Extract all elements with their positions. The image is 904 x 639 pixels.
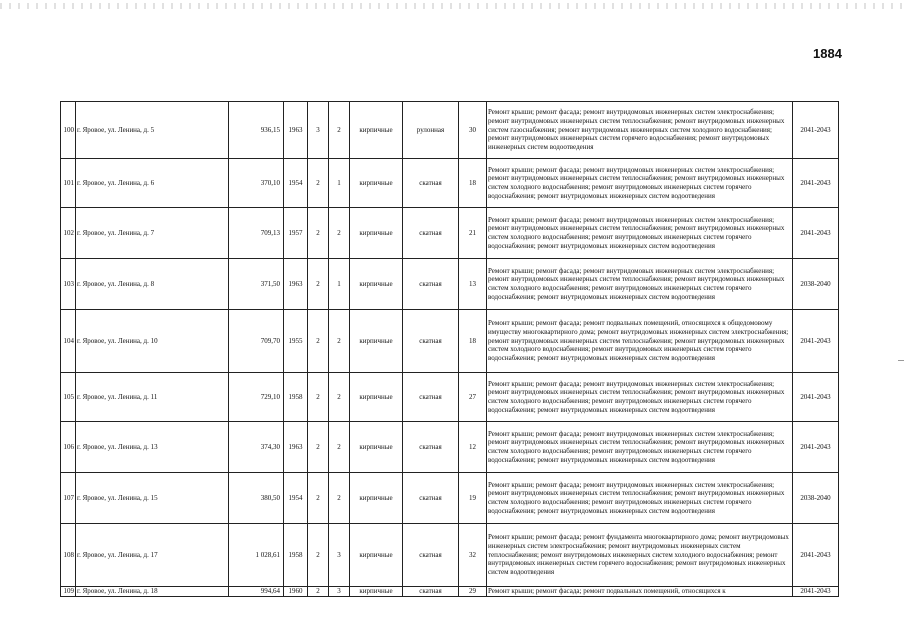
apartments-cell: 27 <box>459 373 487 422</box>
roof-type-cell: скатная <box>403 259 459 310</box>
entrances-cell: 2 <box>329 102 350 159</box>
apartments-cell: 13 <box>459 259 487 310</box>
floors-cell: 2 <box>308 208 329 259</box>
address-cell: г. Яровое, ул. Ленина, д. 17 <box>76 524 229 587</box>
table-row <box>61 259 839 310</box>
repair-works-cell: Ремонт крыши; ремонт фасада; ремонт внутридомовых инженерных систем электроснабжения; ремонт внутридомовых инженерных систем теплоснабжения; ремонт внутридомовых инженерных систем холодного водоснабжения; ремонт внутридомовых инженерных систем горячего водоснабжения; ремонт внутридомовых инженерных систем водоотведения <box>487 373 793 422</box>
area-cell: 936,15 <box>229 102 284 159</box>
address-cell: г. Яровое, ул. Ленина, д. 18 <box>76 587 229 597</box>
wall-material-cell: кирпичные <box>350 473 403 524</box>
table-row <box>61 422 839 473</box>
area-cell: 371,50 <box>229 259 284 310</box>
address-cell: г. Яровое, ул. Ленина, д. 6 <box>76 159 229 208</box>
table-row <box>61 524 839 587</box>
table-row <box>61 159 839 208</box>
year-cell: 1960 <box>284 587 308 597</box>
repair-works-cell: Ремонт крыши; ремонт фасада; ремонт внутридомовых инженерных систем электроснабжения; ремонт внутридомовых инженерных систем теплоснабжения; ремонт внутридомовых инженерных систем холодного водоснабжения; ремонт внутридомовых инженерных систем горячего водоснабжения; ремонт внутридомовых инженерных систем водоотведения <box>487 159 793 208</box>
floors-cell: 2 <box>308 473 329 524</box>
address-cell: г. Яровое, ул. Ленина, д. 11 <box>76 373 229 422</box>
roof-type-cell: скатная <box>403 208 459 259</box>
period-cell: 2041-2043 <box>793 159 839 208</box>
roof-type-cell: скатная <box>403 373 459 422</box>
roof-type-cell: скатная <box>403 159 459 208</box>
repair-works-cell: Ремонт крыши; ремонт фасада; ремонт внутридомовых инженерных систем электроснабжения; ремонт внутридомовых инженерных систем теплоснабжения; ремонт внутридомовых инженерных систем газоснабжения; ремонт внутридомовых инженерных систем холодного водоснабжения; ремонт внутридомовых инженерных систем горячего водоснабжения; ремонт внутридомовых инженерных систем водоотведения <box>487 102 793 159</box>
entrances-cell: 2 <box>329 208 350 259</box>
row-number: 101 <box>61 159 76 208</box>
area-cell: 709,70 <box>229 310 284 373</box>
floors-cell: 2 <box>308 310 329 373</box>
scan-artifact-top <box>0 3 904 9</box>
area-cell: 729,10 <box>229 373 284 422</box>
roof-type-cell: скатная <box>403 524 459 587</box>
year-cell: 1963 <box>284 102 308 159</box>
apartments-cell: 18 <box>459 159 487 208</box>
area-cell: 380,50 <box>229 473 284 524</box>
year-cell: 1963 <box>284 259 308 310</box>
area-cell: 374,30 <box>229 422 284 473</box>
year-cell: 1955 <box>284 310 308 373</box>
roof-type-cell: скатная <box>403 473 459 524</box>
table-row <box>61 208 839 259</box>
period-cell: 2041-2043 <box>793 524 839 587</box>
repair-works-cell: Ремонт крыши; ремонт фасада; ремонт внутридомовых инженерных систем электроснабжения; ремонт внутридомовых инженерных систем теплоснабжения; ремонт внутридомовых инженерных систем холодного водоснабжения; ремонт внутридомовых инженерных систем горячего водоснабжения; ремонт внутридомовых инженерных систем водоотведения <box>487 259 793 310</box>
wall-material-cell: кирпичные <box>350 259 403 310</box>
table-row <box>61 373 839 422</box>
address-cell: г. Яровое, ул. Ленина, д. 8 <box>76 259 229 310</box>
entrances-cell: 2 <box>329 473 350 524</box>
entrances-cell: 2 <box>329 422 350 473</box>
roof-type-cell: рулонная <box>403 102 459 159</box>
entrances-cell: 1 <box>329 159 350 208</box>
row-number: 100 <box>61 102 76 159</box>
entrances-cell: 2 <box>329 310 350 373</box>
entrances-cell: 3 <box>329 587 350 597</box>
roof-type-cell: скатная <box>403 310 459 373</box>
floors-cell: 2 <box>308 422 329 473</box>
roof-type-cell: скатная <box>403 422 459 473</box>
entrances-cell: 2 <box>329 373 350 422</box>
table-row <box>61 102 839 159</box>
wall-material-cell: кирпичные <box>350 102 403 159</box>
period-cell: 2041-2043 <box>793 310 839 373</box>
row-number: 102 <box>61 208 76 259</box>
apartments-cell: 21 <box>459 208 487 259</box>
entrances-cell: 3 <box>329 524 350 587</box>
address-cell: г. Яровое, ул. Ленина, д. 15 <box>76 473 229 524</box>
row-number: 104 <box>61 310 76 373</box>
floors-cell: 2 <box>308 259 329 310</box>
repair-works-cell: Ремонт крыши; ремонт фасада; ремонт внутридомовых инженерных систем электроснабжения; ремонт внутридомовых инженерных систем теплоснабжения; ремонт внутридомовых инженерных систем холодного водоснабжения; ремонт внутридомовых инженерных систем горячего водоснабжения; ремонт внутридомовых инженерных систем водоотведения <box>487 473 793 524</box>
wall-material-cell: кирпичные <box>350 524 403 587</box>
address-cell: г. Яровое, ул. Ленина, д. 5 <box>76 102 229 159</box>
floors-cell: 2 <box>308 159 329 208</box>
period-cell: 2038-2040 <box>793 259 839 310</box>
wall-material-cell: кирпичные <box>350 208 403 259</box>
apartments-cell: 32 <box>459 524 487 587</box>
floors-cell: 2 <box>308 587 329 597</box>
area-cell: 1 028,61 <box>229 524 284 587</box>
entrances-cell: 1 <box>329 259 350 310</box>
area-cell: 994,64 <box>229 587 284 597</box>
apartments-cell: 29 <box>459 587 487 597</box>
period-cell: 2041-2043 <box>793 587 839 597</box>
area-cell: 709,13 <box>229 208 284 259</box>
year-cell: 1963 <box>284 422 308 473</box>
wall-material-cell: кирпичные <box>350 422 403 473</box>
row-number: 103 <box>61 259 76 310</box>
row-number: 107 <box>61 473 76 524</box>
apartments-cell: 30 <box>459 102 487 159</box>
repair-works-cell: Ремонт крыши; ремонт фасада; ремонт подвальных помещений, относящихся к <box>487 587 793 597</box>
wall-material-cell: кирпичные <box>350 587 403 597</box>
margin-mark <box>898 360 904 361</box>
wall-material-cell: кирпичные <box>350 159 403 208</box>
floors-cell: 3 <box>308 102 329 159</box>
repair-works-cell: Ремонт крыши; ремонт фасада; ремонт фундамента многоквартирного дома; ремонт внутридомовых инженерных систем электроснабжения; ремонт внутридомовых инженерных систем теплоснабжения; ремонт внутридомовых инженерных систем холодного водоснабжения; ремонт внутридомовых инженерных систем горячего водоснабжения; ремонт внутридомовых инженерных систем водоотведения <box>487 524 793 587</box>
address-cell: г. Яровое, ул. Ленина, д. 10 <box>76 310 229 373</box>
row-number: 105 <box>61 373 76 422</box>
period-cell: 2041-2043 <box>793 208 839 259</box>
year-cell: 1957 <box>284 208 308 259</box>
apartments-cell: 12 <box>459 422 487 473</box>
floors-cell: 2 <box>308 373 329 422</box>
row-number: 106 <box>61 422 76 473</box>
year-cell: 1954 <box>284 473 308 524</box>
apartments-cell: 19 <box>459 473 487 524</box>
address-cell: г. Яровое, ул. Ленина, д. 13 <box>76 422 229 473</box>
roof-type-cell: скатная <box>403 587 459 597</box>
period-cell: 2041-2043 <box>793 422 839 473</box>
housing-repair-table <box>60 101 839 597</box>
area-cell: 370,10 <box>229 159 284 208</box>
table-row <box>61 473 839 524</box>
row-number: 109 <box>61 587 76 597</box>
apartments-cell: 18 <box>459 310 487 373</box>
year-cell: 1954 <box>284 159 308 208</box>
address-cell: г. Яровое, ул. Ленина, д. 7 <box>76 208 229 259</box>
repair-works-cell: Ремонт крыши; ремонт фасада; ремонт внутридомовых инженерных систем электроснабжения; ремонт внутридомовых инженерных систем теплоснабжения; ремонт внутридомовых инженерных систем холодного водоснабжения; ремонт внутридомовых инженерных систем горячего водоснабжения; ремонт внутридомовых инженерных систем водоотведения <box>487 422 793 473</box>
repair-works-cell: Ремонт крыши; ремонт фасада; ремонт подвальных помещений, относящихся к общедомовому имуществу многоквартирного дома; ремонт внутридомовых инженерных систем электроснабжения; ремонт внутридомовых инженерных систем теплоснабжения; ремонт внутридомовых инженерных систем холодного водоснабжения; ремонт внутридомовых инженерных систем горячего водоснабжения; ремонт внутридомовых инженерных систем водоотведения <box>487 310 793 373</box>
repair-works-cell: Ремонт крыши; ремонт фасада; ремонт внутридомовых инженерных систем электроснабжения; ремонт внутридомовых инженерных систем теплоснабжения; ремонт внутридомовых инженерных систем холодного водоснабжения; ремонт внутридомовых инженерных систем горячего водоснабжения; ремонт внутридомовых инженерных систем водоотведения <box>487 208 793 259</box>
page-number: 1884 <box>813 46 842 61</box>
period-cell: 2041-2043 <box>793 373 839 422</box>
wall-material-cell: кирпичные <box>350 373 403 422</box>
table-body <box>61 102 839 597</box>
wall-material-cell: кирпичные <box>350 310 403 373</box>
floors-cell: 2 <box>308 524 329 587</box>
year-cell: 1958 <box>284 373 308 422</box>
period-cell: 2041-2043 <box>793 102 839 159</box>
row-number: 108 <box>61 524 76 587</box>
table-row <box>61 587 839 597</box>
table-row <box>61 310 839 373</box>
year-cell: 1958 <box>284 524 308 587</box>
period-cell: 2038-2040 <box>793 473 839 524</box>
